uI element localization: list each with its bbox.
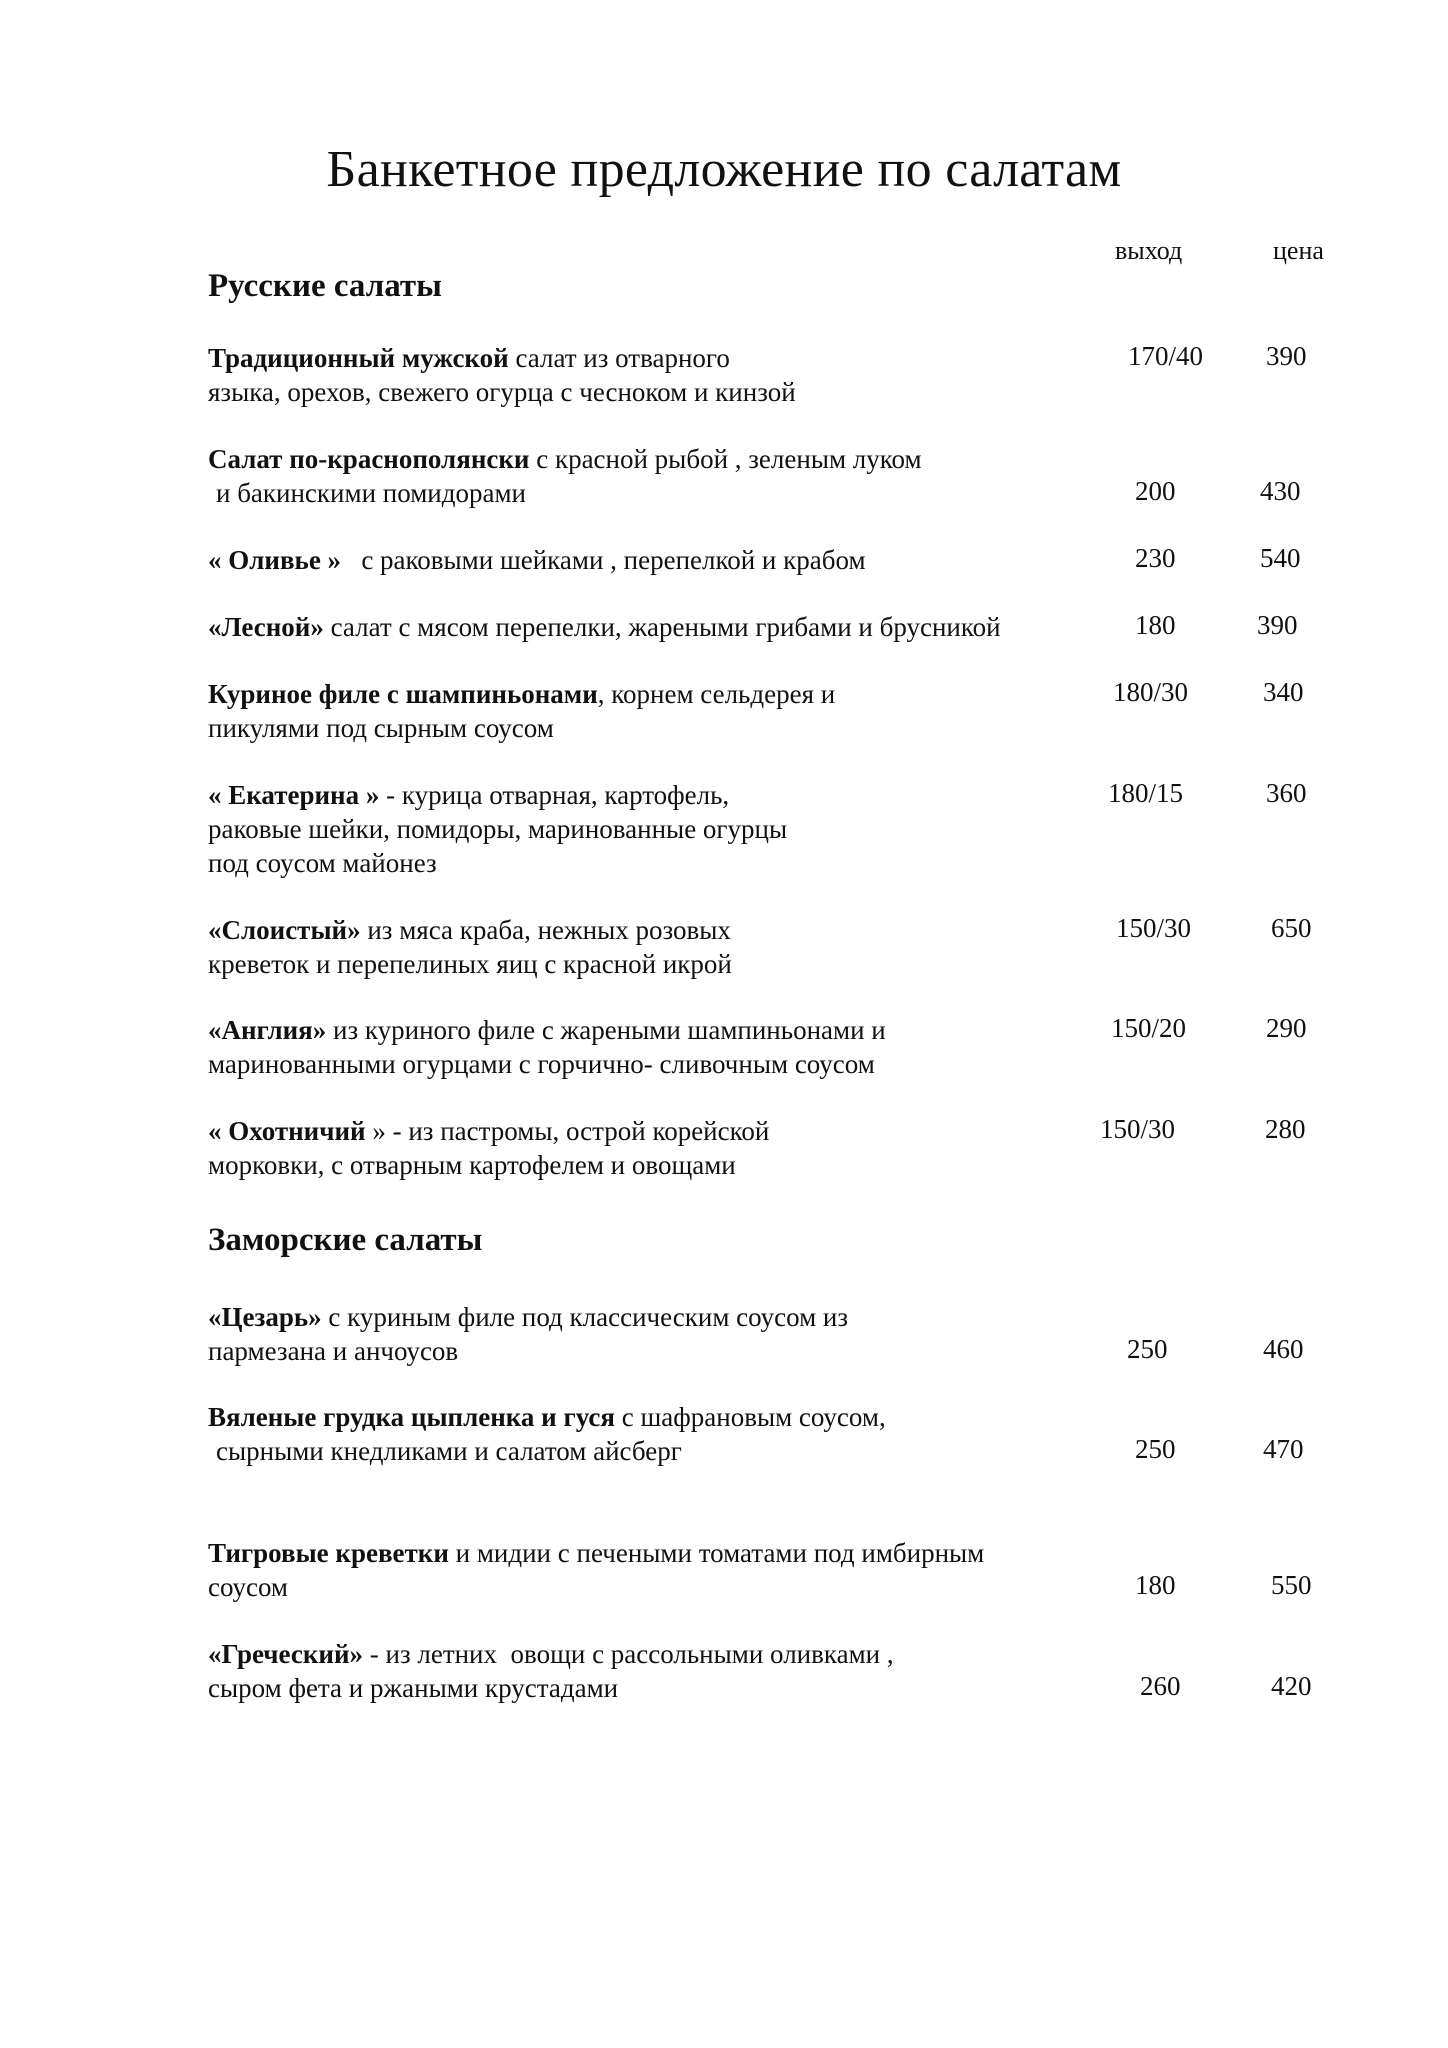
menu-item-text: - курица отварная, картофель, (379, 780, 730, 810)
menu-item-text: и мидии с печеными томатами под имбирным (448, 1538, 985, 1568)
menu-item-text: » - из пастромы, острой корейской (365, 1116, 770, 1146)
menu-item (208, 677, 1448, 745)
menu-item-line (208, 1114, 1088, 1148)
menu-item (208, 543, 1448, 577)
menu-item (208, 610, 1448, 644)
menu-item-price: 390 (1266, 341, 1307, 371)
menu-item-line: креветок и перепелиных яиц с красной икрой (208, 949, 732, 979)
menu-item-price: 430 (1260, 476, 1301, 506)
menu-item-line: под соусом майонез (208, 848, 437, 878)
menu-item-price: 460 (1263, 1334, 1304, 1364)
menu-item-price: 390 (1257, 610, 1298, 640)
menu-item-price: 290 (1266, 1013, 1307, 1043)
menu-item-line (208, 1300, 1088, 1334)
menu-item-output: 180 (1135, 610, 1176, 640)
menu-item-line: языка, орехов, свежего огурца с чесноком и кинзой (208, 377, 796, 407)
menu-item-line: раковые шейки, помидоры, маринованные огурцы (208, 814, 788, 844)
menu-item-line (208, 778, 1088, 812)
menu-item-name: «Греческий» (208, 1639, 363, 1669)
menu-item-text: с шафрановым соусом, (615, 1402, 886, 1432)
menu-item-description (208, 610, 1088, 644)
menu-item-description (208, 1400, 1088, 1468)
menu-item-price: 280 (1265, 1114, 1306, 1144)
menu-item-line: сырными кнедликами и салатом айсберг (216, 1436, 682, 1466)
menu-item-description (208, 913, 1088, 981)
menu-item-description (208, 1300, 1088, 1368)
menu-item-line (208, 543, 1088, 577)
menu-item-output: 180/30 (1113, 677, 1189, 707)
menu-item (208, 442, 1448, 510)
menu-item-line (208, 341, 1088, 375)
menu-item-line: сыром фета и ржаными крустадами (208, 1673, 619, 1703)
menu-item-price: 420 (1271, 1671, 1312, 1701)
menu-item (208, 913, 1448, 981)
menu-item (208, 1013, 1448, 1081)
menu-item-text: салат с мясом перепелки, жареными грибами и брусникой (323, 612, 1001, 642)
menu-item-name: Вяленые грудка цыпленка и гуся (208, 1402, 616, 1432)
menu-item-line (208, 677, 1088, 711)
menu-item-name: «Лесной» (208, 612, 324, 642)
menu-item-description (208, 1536, 1088, 1604)
menu-item-output: 250 (1135, 1434, 1176, 1464)
menu-item-description (208, 1637, 1088, 1705)
menu-item-output: 170/40 (1128, 341, 1204, 371)
menu-item-output: 150/30 (1100, 1114, 1176, 1144)
menu-item-line (208, 1536, 1088, 1570)
menu-item-output: 230 (1135, 543, 1176, 573)
menu-item-line: пармезана и анчоусов (208, 1336, 459, 1366)
menu-item (208, 341, 1448, 409)
menu-item-text: из куриного филе с жареными шампиньонами и (326, 1015, 886, 1045)
menu-item-name: «Англия» (208, 1015, 327, 1045)
menu-item-output: 150/30 (1116, 913, 1192, 943)
menu-item-name: Куриное филе с шампиньонами (208, 679, 598, 709)
menu-item-output: 180 (1135, 1570, 1176, 1600)
menu-item-price: 540 (1260, 543, 1301, 573)
menu-item-price: 340 (1263, 677, 1304, 707)
menu-item (208, 1400, 1448, 1468)
menu-item-description (208, 543, 1088, 577)
menu-item-line (208, 442, 1088, 476)
menu-item-text: с раковыми шейками , перепелкой и крабом (341, 545, 866, 575)
menu-item-description (208, 778, 1088, 880)
menu-item-price: 550 (1271, 1570, 1312, 1600)
menu-item-description (208, 1013, 1088, 1081)
menu-item-line: пикулями под сырным соусом (208, 713, 554, 743)
menu-item-price: 650 (1271, 913, 1312, 943)
menu-item-line: и бакинскими помидорами (216, 478, 526, 508)
menu-item-name: Салат по-краснополянски (208, 444, 530, 474)
menu-item-text: с красной рыбой , зеленым луком (529, 444, 922, 474)
menu-item-output: 180/15 (1108, 778, 1184, 808)
menu-item-line: маринованными огурцами с горчично- сливочным соусом (208, 1049, 875, 1079)
menu-item-description (208, 677, 1088, 745)
menu-item-line (208, 1013, 1088, 1047)
price-column-header: цена (1273, 236, 1324, 265)
menu-item-description (208, 341, 1088, 409)
page-title: Банкетное предложение по салатам (326, 141, 1122, 198)
menu-item-line: морковки, с отварным картофелем и овощами (208, 1150, 736, 1180)
menu-item-text: из мяса краба, нежных розовых (360, 915, 731, 945)
menu-item (208, 778, 1448, 880)
menu-item-text: с куриным филе под классическим соусом из (321, 1302, 849, 1332)
menu-item-output: 260 (1140, 1671, 1181, 1701)
menu-item-name: «Цезарь» (208, 1302, 322, 1332)
menu-item-output: 200 (1135, 476, 1176, 506)
menu-item (208, 1300, 1448, 1368)
menu-item-description (208, 1114, 1088, 1182)
menu-item-name: Традиционный мужской (208, 343, 509, 373)
menu-item-name: «Слоистый» (208, 915, 361, 945)
menu-item (208, 1536, 1448, 1604)
output-column-header: выход (1115, 236, 1183, 265)
menu-item (208, 1114, 1448, 1182)
menu-item-price: 360 (1266, 778, 1307, 808)
menu-item-line (208, 610, 1088, 644)
menu-item-name: « Екатерина » (208, 780, 380, 810)
section-title-russian-salads: Русские салаты (208, 268, 442, 304)
menu-item-output: 150/20 (1111, 1013, 1187, 1043)
menu-item-output: 250 (1127, 1334, 1168, 1364)
menu-item-line (208, 1637, 1088, 1671)
menu-item-line (208, 913, 1088, 947)
section-title-overseas-salads: Заморские салаты (208, 1222, 483, 1258)
menu-item-text: - из летних овощи с рассольными оливками , (363, 1639, 894, 1669)
menu-item-price: 470 (1263, 1434, 1304, 1464)
menu-item-name: Тигровые креветки (208, 1538, 449, 1568)
menu-item-text: салат из отварного (508, 343, 730, 373)
menu-item-name: « Оливье » (208, 545, 342, 575)
menu-item-text: , корнем сельдерея и (597, 679, 836, 709)
menu-item-name: « Охотничий (208, 1116, 366, 1146)
menu-item-description (208, 442, 1088, 510)
menu-item (208, 1637, 1448, 1705)
menu-item-line (208, 1400, 1088, 1434)
menu-item-line: соусом (208, 1572, 289, 1602)
